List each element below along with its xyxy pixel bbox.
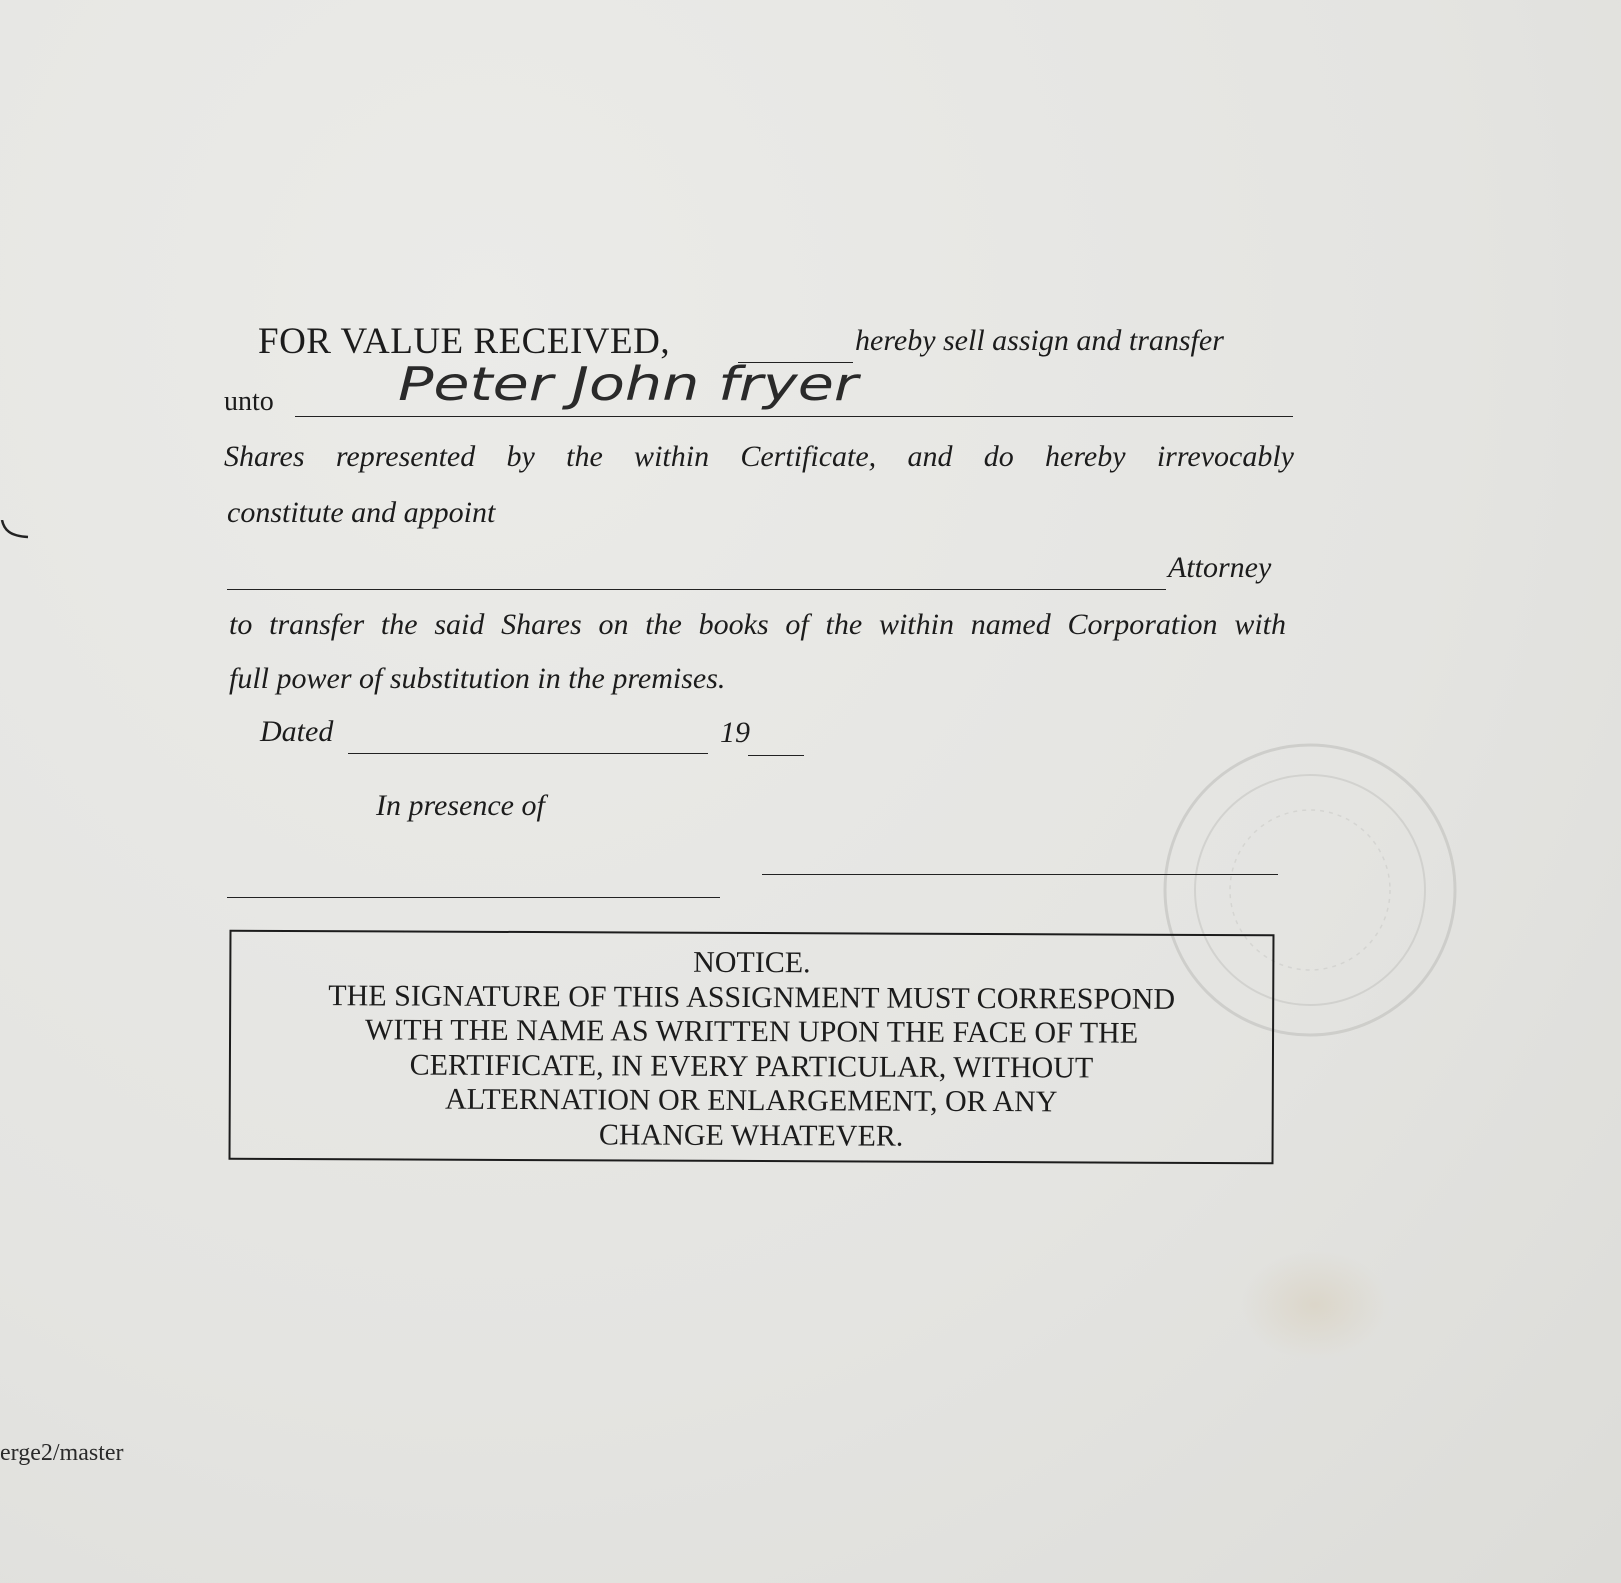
svg-text:Peter John fryer: Peter John fryer (398, 358, 862, 411)
full-power-text: full power of substitution in the premises. (229, 662, 726, 695)
notice-text (231, 944, 1273, 1156)
for-value-received-heading: FOR VALUE RECEIVED, (258, 321, 671, 362)
date-line (348, 753, 708, 754)
unto-label: unto (224, 386, 274, 417)
handwritten-signature (398, 358, 868, 428)
notice-title: NOTICE. (693, 945, 811, 980)
constitute-appoint-text: constitute and appoint (227, 496, 496, 529)
notice-line: THE SIGNATURE OF THIS ASSIGNMENT MUST CORRESPOND (328, 978, 1176, 1016)
attorney-line (227, 589, 1166, 590)
attorney-label: Attorney (1168, 551, 1272, 584)
in-presence-of-label: In presence of (376, 789, 545, 822)
transfer-shares-text: to transfer the said Shares on the books of the within named Corporation with (229, 608, 1286, 641)
signature-line (762, 874, 1278, 875)
year-line (748, 755, 804, 756)
notice-box (229, 930, 1275, 1165)
footer-code: erge2/master (0, 1440, 124, 1466)
edge-mark (0, 520, 30, 550)
notice-line: CHANGE WHATEVER. (598, 1117, 904, 1153)
notice-line: ALTERNATION OR ENLARGEMENT, OR ANY (444, 1082, 1058, 1119)
dated-label: Dated (260, 715, 334, 748)
hereby-sell-text: hereby sell assign and transfer (855, 324, 1224, 357)
paper-stain (1240, 1250, 1390, 1360)
shares-represented-text: Shares represented by the within Certificate, and do hereby irrevocably (224, 440, 1294, 473)
notice-line: WITH THE NAME AS WRITTEN UPON THE FACE OF THE (364, 1013, 1139, 1050)
notice-line: CERTIFICATE, IN EVERY PARTICULAR, WITHOUT (409, 1048, 1094, 1084)
assignee-line (295, 416, 1293, 417)
year-prefix: 19 (720, 716, 750, 749)
witness-line (227, 897, 720, 898)
